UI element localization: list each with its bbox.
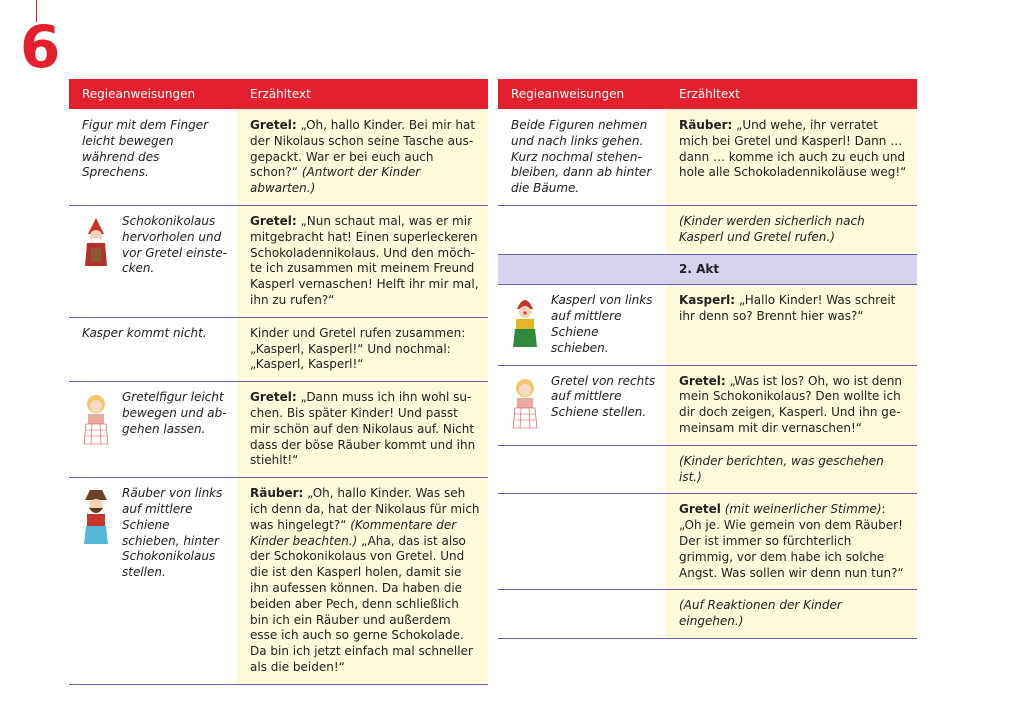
act-title: 2. Akt (666, 254, 917, 285)
nikolaus-icon (82, 216, 110, 268)
header-narration: Erzähltext (237, 79, 488, 109)
speech: : „Oh je. Wie gemein von dem Räuber! Der ist immer so fürchterlich grimmig, vor dem habe ich solche Angst. Was sollen wir denn nun tun?“ (679, 502, 904, 580)
direction-text: Räuber von links auf mittlere Schiene schieben, hinter Schokonikolaus stellen. (122, 486, 223, 580)
speech: „Was ist los? Oh, wo ist denn mein Schokonikolaus? Den wollte ich dir doch zeigen, Kasperl. Und ihn gemeinsam mit dir vernaschen!“ (679, 373, 902, 435)
header-directions: Regieanweisungen (69, 79, 237, 109)
speaker: Gretel (679, 502, 721, 517)
stage-note: (Auf Reaktionen der Kinder eingehen.) (679, 598, 842, 629)
table-row (69, 205, 488, 317)
narration-cell (666, 205, 917, 254)
speech: „Dann muss ich ihn wohl suchen. Bis später Kinder! Und passt mir schön auf den Nikolaus auf. Nicht dass der böse Räuber kommt und ihn stiehlt!“ (250, 390, 476, 468)
table-row (498, 590, 917, 639)
stage-note: (Kinder berichten, was geschehen ist.) (679, 453, 884, 484)
table-row (498, 205, 917, 254)
narration-cell (666, 109, 917, 205)
speaker: Kasperl: (679, 293, 736, 308)
table-row (69, 109, 488, 205)
act-spacer (498, 254, 666, 285)
speaker: Gretel: (250, 118, 297, 132)
speech: „Oh, hallo Kinder. Bei mir hat der Nikolaus schon seine Tasche ausgepackt. War er bei euch auch schon?“ (250, 118, 476, 180)
left-script-table (69, 79, 488, 685)
direction-cell (69, 382, 237, 478)
stage-note: (mit weinerlicher Stimme) (724, 502, 882, 517)
table-row (69, 317, 488, 381)
header-narration: Erzähltext (666, 79, 917, 109)
narration-cell (666, 365, 917, 445)
header-directions: Regieanweisungen (498, 79, 666, 109)
gretel-icon (82, 392, 110, 446)
narration-cell (666, 285, 917, 365)
speech: „Nun schaut mal, was er mir mitgebracht hat! Einen superleckeren Schokoladennikolaus. Und den möchte ich zusammen mit meinem Freund Kasperl vernaschen! Helft ihr mir mal, ihn zu rufen?“ (250, 213, 479, 307)
kasperl-icon (511, 295, 539, 349)
gretel-icon (511, 376, 539, 430)
speech: „Oh, hallo Kinder. Was seh ich denn da, hat der Nikolaus für mich was hingelegt?“ (250, 486, 480, 532)
direction-text: Gretelfigur leicht bewegen und abgehen lassen. (122, 390, 227, 436)
narration-cell (666, 494, 917, 590)
table-row (498, 494, 917, 590)
table-row (498, 365, 917, 445)
table-header (69, 79, 488, 109)
narration-cell (237, 317, 488, 381)
table-row (498, 109, 917, 205)
speech: „Und wehe, ihr verratet mich bei Gretel und Kasperl! Dann … dann … komme ich auch zu euch und hole alle Schokoladennikoläuse weg!“ (679, 118, 907, 180)
direction-cell (498, 590, 666, 639)
table-row (498, 445, 917, 494)
speaker: Räuber: (679, 118, 733, 132)
direction-cell: Beide Figuren nehmen und nach links gehen. Kurz nochmal stehenbleiben, dann ab hinter die Bäume. (498, 109, 666, 205)
stage-note: (Kinder werden sicherlich nach Kasperl und Gretel rufen.) (679, 213, 865, 244)
direction-text: Kasperl von links auf mittlere Schiene schieben. (551, 293, 653, 355)
direction-cell (498, 365, 666, 445)
page-number: 6 (20, 13, 61, 81)
table-row (69, 382, 488, 478)
direction-cell: Figur mit dem Finger leicht bewegen während des Sprechens. (69, 109, 237, 205)
narration-cell (666, 445, 917, 494)
direction-cell (498, 205, 666, 254)
direction-cell (498, 494, 666, 590)
direction-text: Schokonikolaus hervorholen und vor Gretel einstecken. (122, 213, 228, 276)
table-header (498, 79, 917, 109)
narration-cell (237, 205, 488, 317)
act-row (498, 254, 917, 285)
speaker: Gretel: (250, 213, 297, 228)
table-row (69, 478, 488, 685)
narration-cell (237, 478, 488, 685)
narration-cell (237, 382, 488, 478)
speech: Kinder und Gretel rufen zusammen: „Kasperl, Kasperl!“ Und nochmal: „Kasperl, Kasperl!“ (250, 325, 466, 372)
stage-note: (Kommentare der Kinder beachten.) (250, 517, 457, 548)
direction-cell (69, 205, 237, 317)
speaker: Gretel: (679, 373, 726, 388)
direction-cell (498, 445, 666, 494)
table-row (498, 285, 917, 365)
narration-cell (237, 109, 488, 205)
direction-text: Gretel von rechts auf mittlere Schiene stellen. (551, 373, 656, 420)
speech-continued: „Aha, das ist also der Schokonikolaus von Gretel. Und die ist den Kasperl holen, damit sie ihn aufessen können. Da haben die beiden aber Pech, denn schließlich bin ich ein Räuber und außerdem esse ich auch so gerne Schokolade. Da bin ich jetzt einfach mal schneller als die beiden!“ (250, 533, 473, 674)
speaker: Räuber: (250, 486, 304, 501)
speech: „Hallo Kinder! Was schreit ihr denn so? Brennt hier was?“ (679, 293, 896, 324)
right-script-table (498, 79, 917, 639)
stage-note: (Antwort der Kinder abwarten.) (250, 165, 421, 196)
direction-cell (69, 478, 237, 685)
raeuber-icon (82, 488, 110, 546)
direction-cell: Kasper kommt nicht. (69, 317, 237, 381)
speaker: Gretel: (250, 390, 297, 405)
direction-cell (498, 285, 666, 365)
narration-cell (666, 590, 917, 639)
